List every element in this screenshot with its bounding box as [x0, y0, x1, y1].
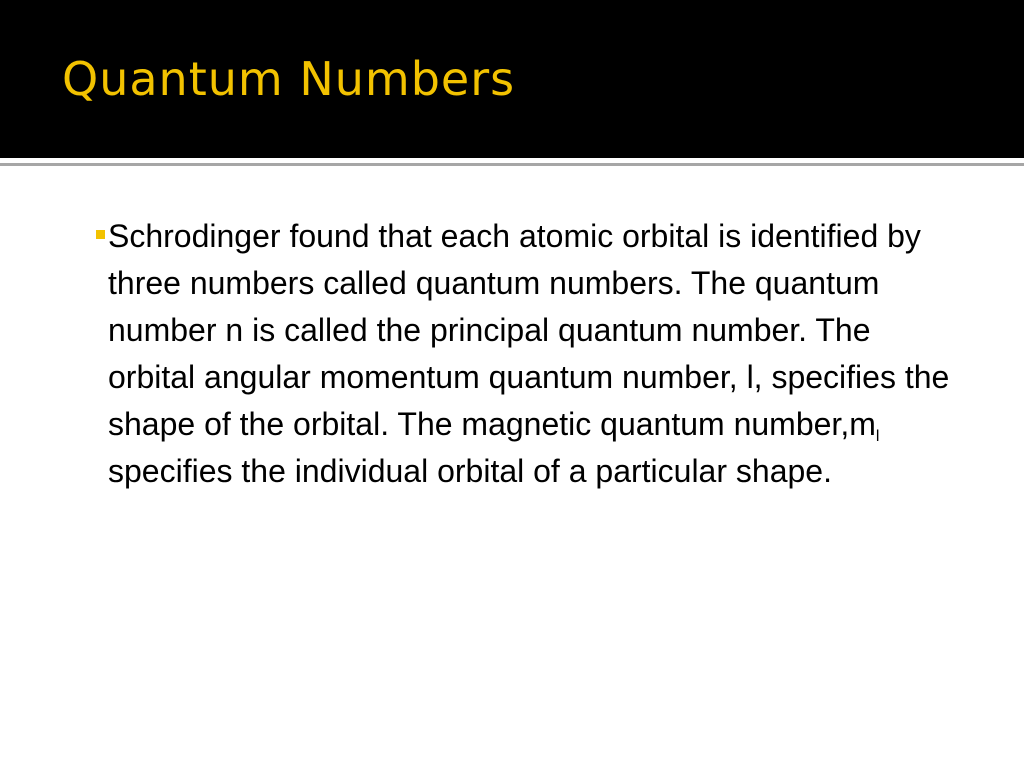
square-bullet-icon [96, 230, 105, 239]
bullet-text-part2: specifies the individual orbital of a particular shape. [108, 453, 832, 489]
title-divider [0, 163, 1024, 166]
bullet-text [108, 213, 956, 495]
title-bar [0, 0, 1024, 158]
slide-body [96, 213, 956, 495]
slide-title: Quantum Numbers [62, 52, 516, 106]
subscript-l: l [875, 428, 880, 445]
bullet-text-part1: Schrodinger found that each atomic orbital is identified by three numbers called quantum numbers. The quantum number n is called the principal quantum number. The orbital angular momentum quantum number, l, specifies the shape of the orbital. The magnetic quantum number,m [108, 218, 950, 442]
